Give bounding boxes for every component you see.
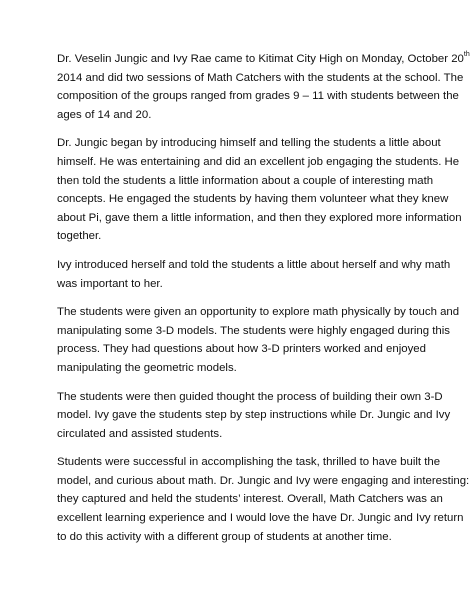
text-line xyxy=(57,359,429,378)
text-line xyxy=(57,472,470,491)
line-text: The students were given an opportunity to explore math physically by touch and xyxy=(57,306,460,319)
line-text: model. Ivy gave the students step by step instructions while Dr. Jungic and Ivy xyxy=(57,409,451,422)
line-text: together. xyxy=(57,230,102,243)
line-text: Ivy introduced herself and told the students a little about herself and why math xyxy=(57,258,451,271)
line-text: composition of the groups ranged from grades 9 – 11 with students between the xyxy=(57,90,459,103)
line-text: to do this activity with a different group of students at another time. xyxy=(57,530,392,543)
text-line xyxy=(57,134,441,153)
text-line xyxy=(57,153,460,172)
text-line xyxy=(57,172,434,191)
line-text: circulated and assisted students. xyxy=(57,427,223,440)
line-text: about Pi, gave them a little information, and then they explored more information xyxy=(57,211,462,224)
line-text: Dr. Veselin Jungic and Ivy Rae came to Kitimat City High on Monday, October 20 xyxy=(57,53,464,65)
text-line xyxy=(57,509,464,528)
line-text: manipulating the geometric models. xyxy=(57,361,237,374)
line-text: model, and curious about math. Dr. Jungic and Ivy were engaging and interesting: xyxy=(57,474,470,487)
text-line xyxy=(57,69,464,88)
line-text: Dr. Jungic began by introducing himself and telling the students a little about xyxy=(57,137,441,150)
text-line xyxy=(57,322,450,341)
text-line xyxy=(57,106,429,125)
text-line xyxy=(57,453,441,472)
text-line xyxy=(57,256,451,275)
text-line xyxy=(57,340,429,359)
document-body xyxy=(57,50,470,546)
line-text: 2014 and did two sessions of Math Catchers with the students at the school. The xyxy=(57,71,464,84)
line-text: was important to her. xyxy=(57,277,163,290)
paragraph xyxy=(57,388,451,444)
text-line xyxy=(57,209,462,228)
line-text: manipulating some 3-D models. The students were highly engaged during this xyxy=(57,324,450,337)
text-line xyxy=(57,303,460,322)
paragraph xyxy=(57,453,470,546)
line-text: himself. He was entertaining and did an excellent job engaging the students. He xyxy=(57,155,460,168)
paragraph xyxy=(57,50,470,124)
line-text: excellent learning experience and I would love the have Dr. Jungic and Ivy return xyxy=(57,512,464,525)
line-text: The students were then guided thought the process of building their own 3-D xyxy=(57,390,443,403)
document-page xyxy=(57,50,470,556)
paragraph xyxy=(57,134,462,246)
text-line xyxy=(57,490,443,509)
line-text: process. They had questions about how 3-D printers worked and enjoyed xyxy=(57,343,426,356)
text-line xyxy=(57,87,459,106)
text-line xyxy=(57,50,470,69)
text-line xyxy=(57,227,429,246)
text-line xyxy=(57,275,429,294)
line-text: concepts. He engaged the students by having them volunteer what they knew xyxy=(57,193,449,206)
text-line xyxy=(57,388,443,407)
line-text: then told the students a little information about a couple of interesting math xyxy=(57,174,434,187)
text-line xyxy=(57,528,429,547)
text-line xyxy=(57,190,449,209)
paragraph xyxy=(57,303,460,377)
line-text: Students were successful in accomplishing the task, thrilled to have built the xyxy=(57,456,441,469)
text-line xyxy=(57,406,451,425)
line-text: they captured and held the students’ interest. Overall, Math Catchers was an xyxy=(57,493,443,506)
ordinal-suffix: th xyxy=(463,51,470,59)
paragraph xyxy=(57,256,451,293)
line-text: ages of 14 and 20. xyxy=(57,108,152,121)
text-line xyxy=(57,425,429,444)
